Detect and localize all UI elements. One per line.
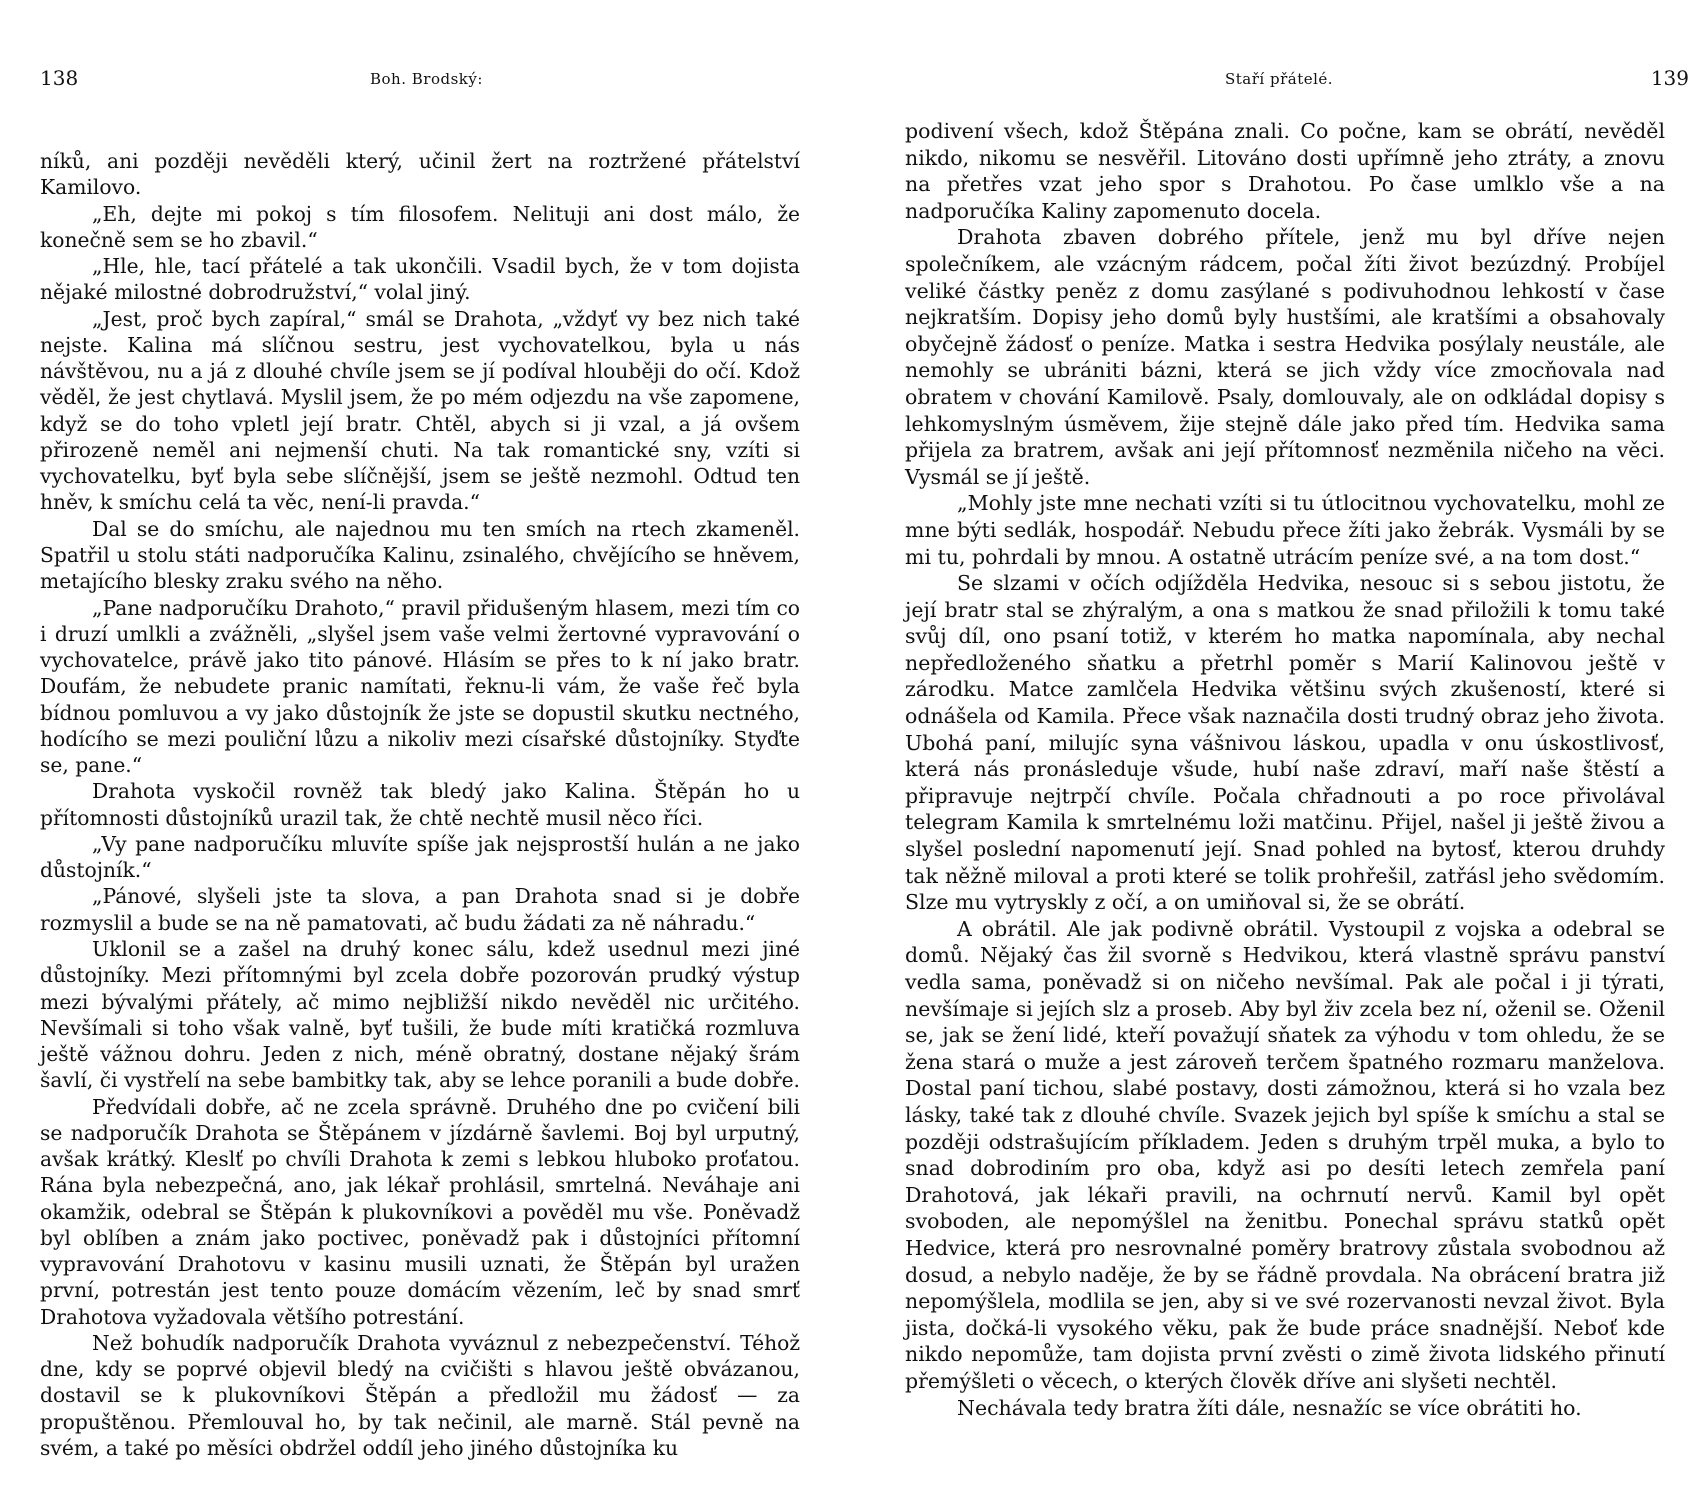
paragraph: Se slzami v očích odjížděla Hedvika, nesouc si s sebou jistotu, že její bratr stal se zhýralým, a ona s matkou že snad přiložili k tomu také svůj díl, ono psaní totiž, v kterém ho matka napomínala, aby nechal nepředloženého sňatku a přetrhl poměr s Marií Kalinovou ještě v zárodku. Matce zamlčela Hedvika většinu svých zkušeností, které si odnášela od Kamila. Přece však naznačila dosti trudný obraz jeho života. Ubohá paní, milujíc syna vášnivou láskou, upadla v onu úskostlivosť, která nás pronásleduje všude, hubí naše zdraví, maří naše štěstí a připravuje nejtrpčí chvíle. Počala chřadnouti a po roce přivolával telegram Kamila k smrtelnému loži matčinu. Přijel, našel ji ještě živou a slyšel poslední napomenutí její. Snad pohled na bytosť, kterou druhdy tak něžně miloval a proti které se tolik prohřešil, zatřásl jeho svědomím. Slze mu vytryskly z očí, a on umiňoval si, že se obrátí.	[905, 571, 1665, 915]
left-page-text	[40, 148, 800, 1461]
running-head: Staří přátelé.	[1225, 70, 1334, 88]
paragraph: Drahota zbaven dobrého přítele, jenž mu byl dříve nejen společníkem, ale vzácným rádcem, počal žíti život bezúzdný. Probíjel veliké částky peněz z domu zasýlané s podivuhodnou lehkostí v čase nejkratším. Dopisy jeho domů byly hustšími, ale kratšími a obsahovaly obyčejně žádosť o peníze. Matka i sestra Hedvika posýlaly neustále, ale nemohly se ubrániti bázni, která se jich vždy více zmocňovala nad obratem v chování Kamilově. Psaly, domlouvaly, ale on odkládal dopisy s lehkomyslným úsměvem, žije stejně dále jako před tím. Hedvika sama přijela za bratrem, avšak ani její přítomnosť nezměnila ničeho na věci. Vysmál se jí ještě.	[905, 225, 1665, 489]
left-page-header	[40, 66, 800, 96]
running-head: Boh. Brodský:	[370, 70, 483, 88]
page-number: 139	[1650, 66, 1689, 90]
right-page-header	[905, 66, 1689, 96]
right-page-text	[905, 118, 1665, 1421]
paragraph: Drahota vyskočil rovněž tak bledý jako Kalina. Štěpán ho u přítomnosti důstojníků urazil tak, že chtě nechtě musil něco říci.	[40, 779, 800, 830]
paragraph: Dal se do smíchu, ale najednou mu ten smích na rtech zkameněl. Spatřil u stolu státi nadporučíka Kalinu, zsinalého, chvějícího se hněvem, metajícího blesky zraku svého na něho.	[40, 516, 800, 594]
paragraph: „Vy pane nadporučíku mluvíte spíše jak nejsprostší hulán a ne jako důstojník.“	[40, 831, 800, 883]
paragraph: „Mohly jste mne nechati vzíti si tu útlocitnou vychovatelku, mohl ze mne býti sedlák, hospodář. Nebudu přece žíti jako žebrák. Vysmáli by se mi tu, pohrdali by mnou. A ostatně utrácím peníze své, a na tom dost.“	[905, 491, 1665, 569]
paragraph: A obrátil. Ale jak podivně obrátil. Vystoupil z vojska a odebral se domů. Nějaký čas žil svorně s Hedvikou, která vlastně správu panství vedla sama, poněvadž si on ničeho nevšímal. Pak ale počal i ji týrati, nevšímaje si jejích slz a proseb. Aby byl živ zcela bez ní, oženil se. Oženil se, jak se žení lidé, kteří považují sňatek za výhodu v tom ohledu, že se žena stará o muže a jest zároveň terčem špatného rozmaru manželova. Dostal paní tichou, slabé postavy, dosti zámožnou, která si ho vzala bez lásky, také tak z dlouhé chvíle. Svazek jejich byl spíše k smíchu a stal se později odstrašujícím příkladem. Jeden s druhým trpěl muka, a bylo to snad dobrodiním pro oba, když asi po desíti letech zemřela paní Drahotová, jak lékaři pravili, na ochrnutí nervů. Kamil byl opět svoboden, ale nepomýšlel na ženitbu. Ponechal správu statků opět Hedvice, která pro nesrovnalné poměry bratrovy zůstala svobodnou až dosud, a nebylo naděje, že by se řádně provdala. Na obrácení bratra již nepomýšlela, modlila se jen, aby si ve své rozervanosti nevzal život. Byla jista, dočká-li vysokého věku, pak že bude práce snadnější. Neboť kde nikdo nepomůže, tam dojista první zvěsti o zimě života lidského přinutí přemýšleti o věcech, o kterých člověk dříve ani slyšeti nechtěl.	[905, 916, 1665, 1393]
left-page	[40, 0, 800, 1500]
right-page	[905, 0, 1689, 1500]
paragraph: „Jest, proč bych zapíral,“ smál se Drahota, „vždyť vy bez nich také nejste. Kalina má slíčnou sestru, jest vychovatelkou, byla u nás návštěvou, nu a já z dlouhé chvíle jsem se jí podíval hlouběji do očí. Kdož věděl, že jest chytlavá. Myslil jsem, že po mém odjezdu na vše zapomene, když se do toho vpletl její bratr. Chtěl, abych si ji vzal, a já ovšem přirozeně neměl ani nejmenší chuti. Na tak romantické sny, vzíti si vychovatelku, byť byla sebe slíčnější, jsem se ještě nezmohl. Odtud ten hněv, k smíchu celá ta věc, není-li pravda.“	[40, 306, 800, 515]
paragraph: „Hle, hle, tací přátelé a tak ukončili. Vsadil bych, že v tom dojista nějaké milostné dobrodružství,“ volal jiný.	[40, 254, 800, 305]
paragraph: „Pane nadporučíku Drahoto,“ pravil přidušeným hlasem, mezi tím co i druzí umlkli a zvážněli, „slyšel jsem vaše velmi žertovné vypravování o vychovatelce, právě jako tito pánové. Hlásím se přes to k ní jako bratr. Doufám, že nebudete pranic namítati, řeknu-li vám, že vaše řeč byla bídnou pomluvou a vy jako důstojník že jste se dopustil skutku nectného, hodícího se mezi pouliční lůzu a nikoliv mezi císařské důstojníky. Styďte se, pane.“	[40, 595, 800, 778]
paragraph: Uklonil se a zašel na druhý konec sálu, kdež usednul mezi jiné důstojníky. Mezi přítomnými byl zcela dobře pozorován prudký výstup mezi bývalými přátely, ač mimo nejbližší nikdo nevěděl nic určitého. Nevšímali si toho však valně, byť tušili, že bude míti kratičká rozmluva ještě vážnou dohru. Jeden z nich, méně obratný, dostane nějaký šrám šavlí, či vystřelí na sebe bambitky tak, aby se lehce poranili a bude dobře.	[40, 936, 800, 1093]
page-number: 138	[40, 66, 79, 90]
paragraph: níků, ani později nevěděli který, učinil žert na roztržené přátelství Kamilovo.	[40, 149, 800, 200]
paragraph: Než bohudík nadporučík Drahota vyváznul z nebezpečenství. Téhož dne, kdy se poprvé objevil bledý na cvičišti s hlavou ještě obvázanou, dostavil se k plukovníkovi Štěpán a předložil mu žádosť — za propuštěnou. Přemlouval ho, by tak nečinil, ale marně. Stál pevně na svém, a také po měsíci obdržel oddíl jeho jiného důstojníka ku	[40, 1330, 800, 1461]
paragraph: Nechávala tedy bratra žíti dále, nesnažíc se více obrátiti ho.	[957, 1395, 1582, 1420]
paragraph: podivení všech, kdož Štěpána znali. Co počne, kam se obrátí, nevěděl nikdo, nikomu se nesvěřil. Litováno dosti upřímně jeho ztráty, a znovu na přetřes vzat jeho spor s Drahotou. Po čase umlklo vše a na nadporučíka Kaliny zapomenuto docela.	[905, 119, 1665, 223]
paragraph: „Eh, dejte mi pokoj s tím filosofem. Nelituji ani dost málo, že konečně sem se ho zbavil.“	[40, 201, 800, 252]
paragraph: Předvídali dobře, ač ne zcela správně. Druhého dne po cvičení bili se nadporučík Drahota se Štěpánem v jízdárně šavlemi. Boj byl urputný, avšak krátký. Kleslť po chvíli Drahota k zemi s lebkou hluboko proťatou. Rána byla nebezpečná, ano, jak lékař prohlásil, smrtelná. Neváhaje ani okamžik, odebral se Štěpán k plukovníkovi a pověděl mu vše. Poněvadž byl oblíben a znám jako poctivec, poněvadž pak i důstojníci přítomní vypravování Drahotovu v kasinu musili uznati, že Štěpán byl uražen první, potrestán jest tento pouze domácím vězením, leč by snad smrť Drahotova vyžadovala většího potrestání.	[40, 1094, 800, 1329]
paragraph: „Pánové, slyšeli jste ta slova, a pan Drahota snad si je dobře rozmyslil a bude se na ně pamatovati, ač budu žádati za ně náhradu.“	[40, 884, 800, 935]
